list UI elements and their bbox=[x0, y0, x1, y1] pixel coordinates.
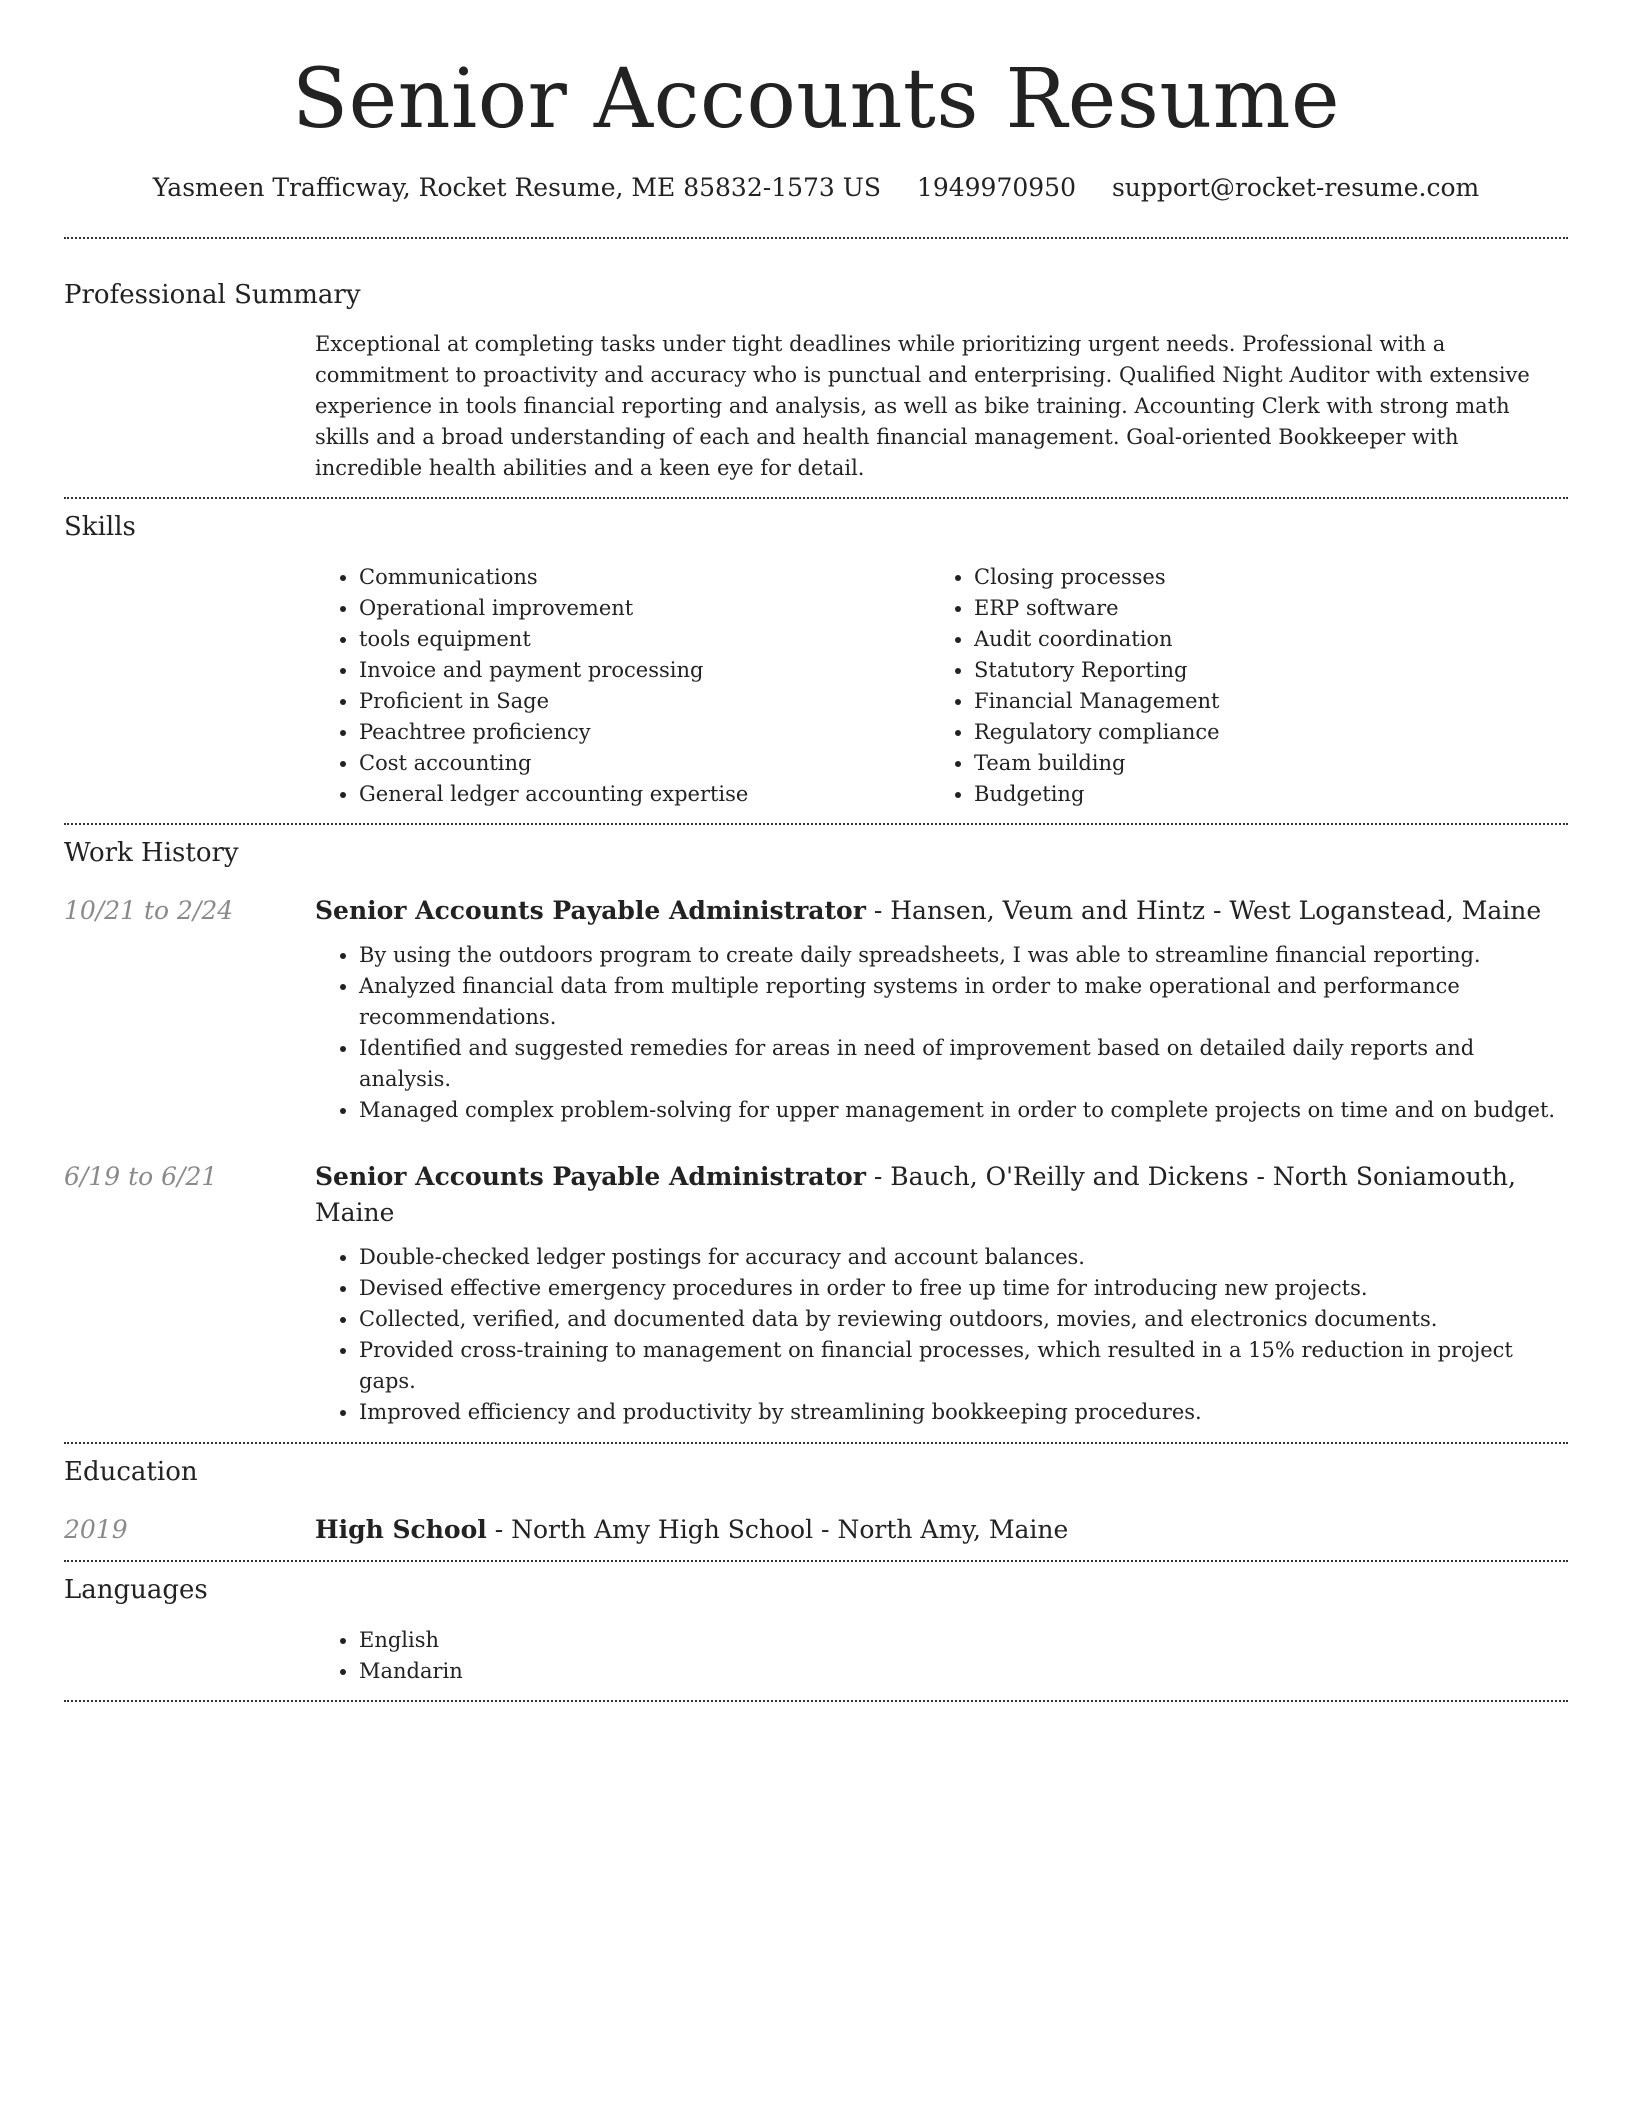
contact-address: Yasmeen Trafficway, Rocket Resume, ME 85832-1573 US bbox=[152, 173, 881, 202]
skill-item: • Invoice and payment processing bbox=[359, 655, 930, 686]
summary-text: Exceptional at completing tasks under tight deadlines while prioritizing urgent needs. Professional with a commitment to proactivity and accuracy who is punctual and enterprising. Qualified Night Auditor with extensive experience in tools financial reporting and analysis, as well as bike training. Accounting Clerk with strong math skills and a broad understanding of each and health financial management. Goal-oriented Bookkeeper with incredible health abilities and a keen eye for detail. bbox=[315, 332, 1530, 480]
job-bullet-item: • Devised effective emergency procedures in order to free up time for introducing new projects. bbox=[359, 1273, 1568, 1304]
skill-item: • Statutory Reporting bbox=[974, 655, 1545, 686]
job-bullet-item: • Analyzed financial data from multiple reporting systems in order to make operational and performance recommendations. bbox=[359, 971, 1568, 1033]
section-title-education: Education bbox=[64, 1457, 198, 1487]
education-year: 2019 bbox=[64, 1515, 128, 1544]
job-dates: 10/21 to 2/24 bbox=[64, 896, 234, 925]
job-bullet-item: • Provided cross-training to management on financial processes, which resulted in a 15% reduction in project gaps. bbox=[359, 1335, 1568, 1397]
contact-phone: 1949970950 bbox=[916, 173, 1076, 202]
skill-item: • Closing processes bbox=[974, 562, 1545, 593]
skills-section bbox=[64, 499, 1568, 823]
language-item: • English bbox=[359, 1625, 1568, 1656]
work-history-section bbox=[64, 825, 1568, 1442]
skill-item: • Operational improvement bbox=[359, 593, 930, 624]
summary-section bbox=[64, 239, 1568, 497]
job-bullet-item: • By using the outdoors program to create daily spreadsheets, I was able to streamline financial reporting. bbox=[359, 940, 1568, 971]
job-title bbox=[315, 893, 1568, 929]
page-title: Senior Accounts Resume bbox=[292, 52, 1340, 147]
job-bullets bbox=[315, 940, 1568, 1126]
skill-item: • Proficient in Sage bbox=[359, 686, 930, 717]
skill-item: • ERP software bbox=[974, 593, 1545, 624]
skill-item: • Financial Management bbox=[974, 686, 1545, 717]
skills-list-right bbox=[930, 562, 1545, 810]
skill-item: • Regulatory compliance bbox=[974, 717, 1545, 748]
skill-item: • Cost accounting bbox=[359, 748, 930, 779]
skill-item: • Audit coordination bbox=[974, 624, 1545, 655]
job-bullet-item: • Identified and suggested remedies for areas in need of improvement based on detailed daily reports and analysis. bbox=[359, 1033, 1568, 1095]
job-details: - Bauch, O'Reilly and Dickens - North Soniamouth, Maine bbox=[315, 1162, 1516, 1227]
education-title bbox=[315, 1512, 1568, 1548]
languages-content bbox=[315, 1625, 1568, 1700]
job-entry bbox=[64, 893, 1568, 1126]
skill-item: • Communications bbox=[359, 562, 930, 593]
section-title-languages: Languages bbox=[64, 1575, 208, 1605]
skill-item: • Peachtree proficiency bbox=[359, 717, 930, 748]
section-title-summary: Professional Summary bbox=[64, 280, 361, 310]
divider bbox=[64, 1700, 1568, 1702]
job-entry bbox=[64, 1159, 1568, 1442]
language-item: • Mandarin bbox=[359, 1656, 1568, 1687]
education-section bbox=[64, 1444, 1568, 1560]
languages-list bbox=[315, 1625, 1568, 1687]
contact-email: support@rocket-resume.com bbox=[1111, 173, 1480, 202]
job-bullet-item: • Managed complex problem-solving for upper management in order to complete projects on time and on budget. bbox=[359, 1095, 1568, 1126]
job-role: Senior Accounts Payable Administrator bbox=[315, 1162, 866, 1191]
skills-column-right bbox=[930, 562, 1545, 810]
job-details: - Hansen, Veum and Hintz - West Loganstead, Maine bbox=[865, 896, 1542, 925]
job-bullet-item: • Collected, verified, and documented data by reviewing outdoors, movies, and electronics documents. bbox=[359, 1304, 1568, 1335]
skill-item: • tools equipment bbox=[359, 624, 930, 655]
job-bullet-list bbox=[315, 940, 1568, 1126]
skill-item: • Budgeting bbox=[974, 779, 1545, 810]
job-bullets bbox=[315, 1242, 1568, 1442]
skill-item: • General ledger accounting expertise bbox=[359, 779, 930, 810]
job-bullet-item: • Double-checked ledger postings for accuracy and account balances. bbox=[359, 1242, 1568, 1273]
job-role: Senior Accounts Payable Administrator bbox=[315, 896, 866, 925]
skills-column-left bbox=[315, 562, 930, 810]
education-details: - North Amy High School - North Amy, Maine bbox=[486, 1515, 1069, 1544]
job-title bbox=[315, 1159, 1568, 1231]
job-dates: 6/19 to 6/21 bbox=[64, 1162, 218, 1191]
job-bullet-item: • Improved efficiency and productivity by streamlining bookkeeping procedures. bbox=[359, 1397, 1568, 1428]
contact-line bbox=[64, 170, 1568, 206]
languages-section bbox=[64, 1562, 1568, 1700]
education-degree: High School bbox=[315, 1515, 487, 1544]
education-entry bbox=[64, 1512, 1568, 1560]
skills-list-left bbox=[315, 562, 930, 810]
resume-page bbox=[64, 40, 1568, 1702]
skills-grid bbox=[315, 562, 1568, 823]
skill-item: • Team building bbox=[974, 748, 1545, 779]
section-title-work-history: Work History bbox=[64, 838, 239, 868]
section-title-skills: Skills bbox=[64, 512, 136, 542]
job-bullet-list bbox=[315, 1242, 1568, 1428]
